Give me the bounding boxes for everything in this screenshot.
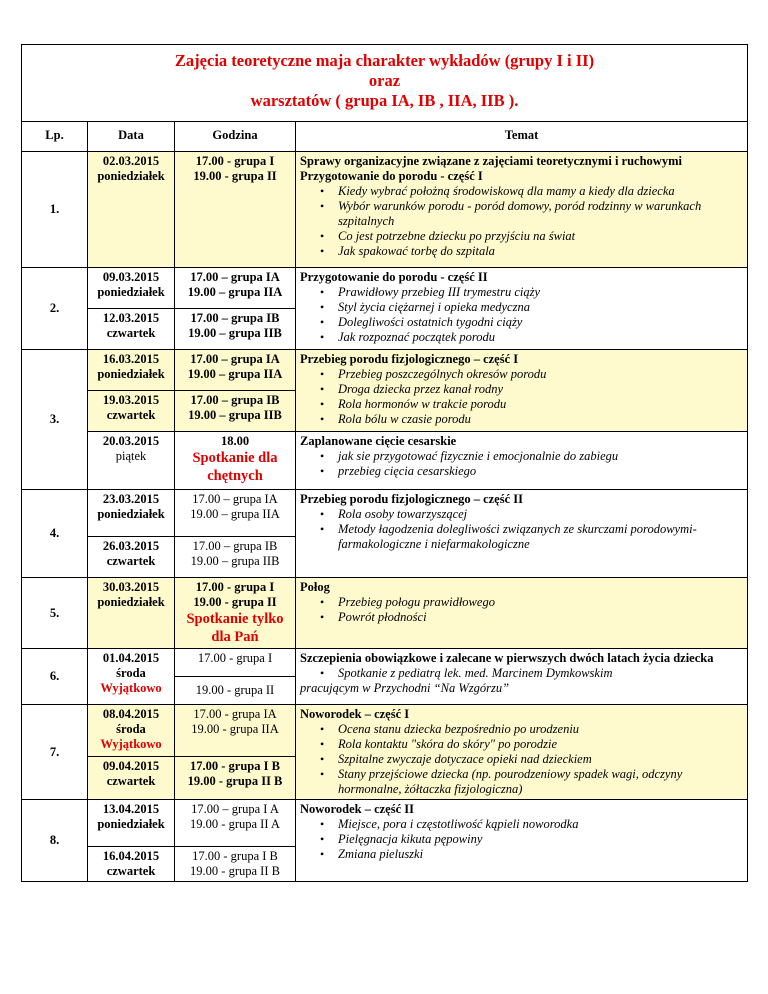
date-cell: 02.03.2015 poniedziałek — [88, 152, 175, 268]
col-date: Data — [88, 122, 175, 152]
date-cell: 01.04.2015 środa Wyjątkowo — [88, 649, 175, 705]
list-item: • Styl życia ciężarnej i opieka medyczna — [338, 300, 743, 315]
list-item: • Co jest potrzebne dziecku po przyjściu na świat — [338, 229, 743, 244]
table-row — [22, 800, 748, 847]
schedule-document — [21, 44, 748, 882]
document-title: Zajęcia teoretyczne maja charakter wykładów (grupy I i II) oraz warsztatów ( grupa IA, IB , IIA, IIB ). — [22, 45, 748, 122]
table-row — [22, 268, 748, 309]
list-item: • jak sie przygotować fizycznie i emocjonalnie do zabiegu — [338, 449, 743, 464]
row-number: 1. — [22, 152, 88, 268]
row-number: 7. — [22, 705, 88, 800]
time-cell: 17.00 - grupa I B 19.00 - grupa II B — [175, 847, 296, 882]
date-cell: 19.03.2015 czwartek — [88, 391, 175, 432]
date-cell: 09.03.2015 poniedziałek — [88, 268, 175, 309]
row-number: 2. — [22, 268, 88, 350]
date-cell: 20.03.2015 piątek — [88, 432, 175, 490]
time-cell: 17.00 - grupa I B 19.00 - grupa II B — [175, 757, 296, 800]
list-item: • Szpitalne zwyczaje dotyczace opieki nad dzieckiem — [338, 752, 743, 767]
topic-cell: Szczepienia obowiązkowe i zalecane w pierwszych dwóch latach życia dziecka • Spotkanie z pediatrą lek. med. Marcinem Dymkowskim pracującym w Przychodni “Na Wzgórzu” — [296, 649, 748, 705]
time-cell: 17.00 – grupa IB 19.00 – grupa IIB — [175, 309, 296, 350]
row-number: 6. — [22, 649, 88, 705]
list-item: • Jak spakować torbę do szpitala — [338, 244, 743, 259]
table-row — [22, 649, 748, 705]
column-header-row — [22, 122, 748, 152]
date-cell: 30.03.2015 poniedziałek — [88, 578, 175, 649]
time-cell: 17.00 – grupa IA 19.00 – grupa IIA — [175, 268, 296, 309]
time-cell: 17.00 - grupa I 19.00 - grupa II Spotkanie tylko dla Pań — [175, 578, 296, 649]
topic-cell: Noworodek – część II • Miejsce, pora i częstotliwość kąpieli noworodka • Pielęgnacja kikuta pępowiny • Zmiana pieluszki — [296, 800, 748, 882]
table-row — [22, 152, 748, 268]
topic-cell: Zaplanowane cięcie cesarskie • jak sie przygotować fizycznie i emocjonalnie do zabiegu • przebieg cięcia cesarskiego — [296, 432, 748, 490]
date-cell: 23.03.2015 poniedziałek — [88, 490, 175, 537]
col-lp: Lp. — [22, 122, 88, 152]
list-item: • przebieg cięcia cesarskiego — [338, 464, 743, 479]
col-time: Godzina — [175, 122, 296, 152]
list-item: • Miejsce, pora i częstotliwość kąpieli noworodka — [338, 817, 743, 832]
date-cell: 09.04.2015 czwartek — [88, 757, 175, 800]
list-item: • Kiedy wybrać położną środowiskową dla mamy a kiedy dla dziecka — [338, 184, 743, 199]
list-item: • Ocena stanu dziecka bezpośrednio po urodzeniu — [338, 722, 743, 737]
row-number: 3. — [22, 350, 88, 490]
time-cell: 17.00 – grupa IB 19.00 – grupa IIB — [175, 537, 296, 578]
list-item: • Prawidłowy przebieg III trymestru ciąży — [338, 285, 743, 300]
list-item: • Spotkanie z pediatrą lek. med. Marcinem Dymkowskim — [338, 666, 743, 681]
time-cell: 17.00 – grupa IA 19.00 – grupa IIA — [175, 350, 296, 391]
special-meeting-label: Spotkanie dla chętnych — [192, 450, 278, 484]
time-cell: 18.00 Spotkanie dla chętnych — [175, 432, 296, 490]
list-item: • Przebieg poszczególnych okresów porodu — [338, 367, 743, 382]
date-cell: 08.04.2015 środa Wyjątkowo — [88, 705, 175, 757]
list-item: • Droga dziecka przez kanał rodny — [338, 382, 743, 397]
exception-label: Wyjątkowo — [100, 737, 162, 751]
date-cell: 26.03.2015 czwartek — [88, 537, 175, 578]
schedule-table — [21, 44, 748, 882]
row-number: 5. — [22, 578, 88, 649]
topic-cell: Przebieg porodu fizjologicznego – część I • Przebieg poszczególnych okresów porodu • Droga dziecka przez kanał rodny • Rola hormonów w trakcie porodu • Rola bólu w czasie porodu — [296, 350, 748, 432]
topic-cell: Przygotowanie do porodu - część II • Prawidłowy przebieg III trymestru ciąży • Styl życia ciężarnej i opieka medyczna • Dolegliwości ostatnich tygodni ciąży • Jak rozpoznać początek porodu — [296, 268, 748, 350]
table-row — [22, 350, 748, 391]
list-item: • Zmiana pieluszki — [338, 847, 743, 862]
topic-cell: Sprawy organizacyjne związane z zajęciami teoretycznymi i ruchowymi Przygotowanie do porodu - część I • Kiedy wybrać położną środowiskową dla mamy a kiedy dla dziecka • Wybór warunków porodu - poród domowy, poród rodzinny w warunkach szpitalnych • Co jest potrzebne dziecku po przyjściu na świat • Jak spakować torbę do szpitala — [296, 152, 748, 268]
exception-label: Wyjątkowo — [100, 681, 162, 695]
date-cell: 13.04.2015 poniedziałek — [88, 800, 175, 847]
row-number: 8. — [22, 800, 88, 882]
table-row — [22, 578, 748, 649]
topic-cell: Połog • Przebieg połogu prawidłowego • Powrót płodności — [296, 578, 748, 649]
col-topic: Temat — [296, 122, 748, 152]
time-cell: 17.00 - grupa I 19.00 - grupa II — [175, 649, 296, 705]
topic-cell: Noworodek – część I • Ocena stanu dziecka bezpośrednio po urodzeniu • Rola kontaktu "skóra do skóry" po porodzie • Szpitalne zwyczaje dotyczace opieki nad dzieckiem • Stany przejściowe dziecka (np. pourodzeniowy spadek wagi, odczyny hormonalne, żółtaczka fizjologiczna) — [296, 705, 748, 800]
time-cell: 17.00 - grupa IA 19.00 - grupa IIA — [175, 705, 296, 757]
list-item: • Rola hormonów w trakcie porodu — [338, 397, 743, 412]
row-number: 4. — [22, 490, 88, 578]
table-row — [22, 490, 748, 537]
list-item: • Rola kontaktu "skóra do skóry" po porodzie — [338, 737, 743, 752]
list-item: • Przebieg połogu prawidłowego — [338, 595, 743, 610]
time-cell: 17.00 - grupa I 19.00 - grupa II — [175, 152, 296, 268]
list-item: • Stany przejściowe dziecka (np. pourodzeniowy spadek wagi, odczyny hormonalne, żółtaczka fizjologiczna) — [338, 767, 743, 797]
special-meeting-label: Spotkanie tylko dla Pań — [186, 611, 284, 645]
time-cell: 17.00 – grupa IA 19.00 – grupa IIA — [175, 490, 296, 537]
list-item: • Metody łagodzenia dolegliwości związanych ze skurczami porodowymi- farmakologiczne i niefarmakologiczne — [338, 522, 743, 552]
list-item: • Pielęgnacja kikuta pępowiny — [338, 832, 743, 847]
list-item: • Wybór warunków porodu - poród domowy, poród rodzinny w warunkach szpitalnych — [338, 199, 743, 229]
list-item: • Rola osoby towarzyszącej — [338, 507, 743, 522]
date-cell: 16.04.2015 czwartek — [88, 847, 175, 882]
list-item: • Jak rozpoznać początek porodu — [338, 330, 743, 345]
list-item: • Rola bólu w czasie porodu — [338, 412, 743, 427]
date-cell: 12.03.2015 czwartek — [88, 309, 175, 350]
date-cell: 16.03.2015 poniedziałek — [88, 350, 175, 391]
list-item: • Dolegliwości ostatnich tygodni ciąży — [338, 315, 743, 330]
table-row — [22, 705, 748, 757]
list-item: • Powrót płodności — [338, 610, 743, 625]
topic-cell: Przebieg porodu fizjologicznego – część II • Rola osoby towarzyszącej • Metody łagodzenia dolegliwości związanych ze skurczami porodowymi- farmakologiczne i niefarmakologiczne — [296, 490, 748, 578]
header-row — [22, 45, 748, 122]
table-row — [22, 432, 748, 490]
time-cell: 17.00 – grupa IB 19.00 – grupa IIB — [175, 391, 296, 432]
time-cell: 17.00 – grupa I A 19.00 - grupa II A — [175, 800, 296, 847]
